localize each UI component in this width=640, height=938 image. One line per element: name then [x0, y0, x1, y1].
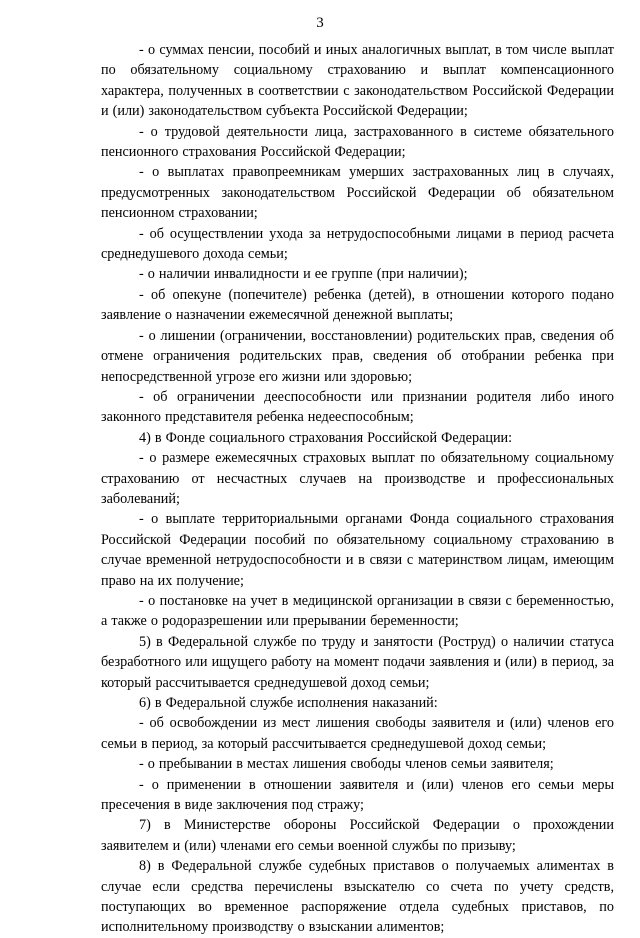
- paragraph: - об освобождении из мест лишения свободы заявителя и (или) членов его семьи в период, за который рассчитывается среднедушевой доход семьи;: [101, 715, 614, 752]
- section-heading: 6) в Федеральной службе исполнения наказаний:: [139, 695, 438, 711]
- paragraph: - о размере ежемесячных страховых выплат по обязательному социальному страхованию от несчастных случаев на производстве и профессиональных заболеваний;: [101, 450, 614, 507]
- paragraph: - о лишении (ограничении, восстановлении) родительских прав, сведения об отмене ограничения родительских прав, сведения об отобрании ребенка при непосредственной угрозе его жизни или здоровью;: [101, 327, 614, 385]
- paragraph: - о суммах пенсии, пособий и иных аналогичных выплат, в том числе выплат по обязательному социальному страхованию и выплат компенсационного характера, полученных в соответствии с законодательством Российской Федерации и (или) законодательством субъекта Российской Федерации;: [101, 42, 614, 120]
- section-heading: 5) в Федеральной службе по труду и занятости (Роструд) о наличии статуса безработного или ищущего работу на момент подачи заявления и (или) в период, за который рассчитывается среднедушевой доход семьи;: [101, 633, 614, 691]
- section-heading: 4) в Фонде социального страхования Российской Федерации:: [139, 429, 513, 446]
- paragraph: - о постановке на учет в медицинской организации в связи с беременностью, а также о родоразрешении или прерывании беременности;: [101, 592, 614, 630]
- page-number: 3: [316, 15, 324, 31]
- document-body: [101, 40, 614, 938]
- paragraph: - о пребывании в местах лишения свободы членов семьи заявителя;: [139, 756, 554, 773]
- paragraph: - о применении в отношении заявителя и (или) членов его семьи меры пресечения в виде заключения под стражу;: [101, 776, 614, 814]
- paragraph: - о трудовой деятельности лица, застрахованного в системе обязательного пенсионного страхования Российской Федерации;: [101, 123, 614, 161]
- paragraph: - об осуществлении ухода за нетрудоспособными лицами в период расчета среднедушевого дохода семьи;: [101, 225, 614, 263]
- section-heading: 8) в Федеральной службе судебных приставов о получаемых алиментах в случае если средства перечислены взыскателю со счета по учету средств, поступающих во временное распоряжение отдела судебных приставов, по исполнительному производству о взыскании алиментов;: [101, 858, 614, 936]
- section-heading: 7) в Министерстве обороны Российской Федерации о прохождении заявителем и (или) членами его семьи военной службы по призыву;: [101, 817, 614, 854]
- paragraph: - о выплате территориальными органами Фонда социального страхования Российской Федерации пособий по обязательному социальному страхованию в случае временной нетрудоспособности и в связи с материнством лицам, имеющим право на их получение;: [101, 511, 614, 589]
- paragraph: - о выплатах правопреемникам умерших застрахованных лиц в случаях, предусмотренных законодательством Российской Федерации об обязательном пенсионном страховании;: [101, 164, 614, 222]
- paragraph: - об опекуне (попечителе) ребенка (детей), в отношении которого подано заявление о назначении ежемесячной денежной выплаты;: [101, 286, 614, 324]
- paragraph: - о наличии инвалидности и ее группе (при наличии);: [139, 266, 468, 283]
- paragraph: - об ограничении дееспособности или признании родителя либо иного законного представителя ребенка недееспособным;: [101, 388, 614, 426]
